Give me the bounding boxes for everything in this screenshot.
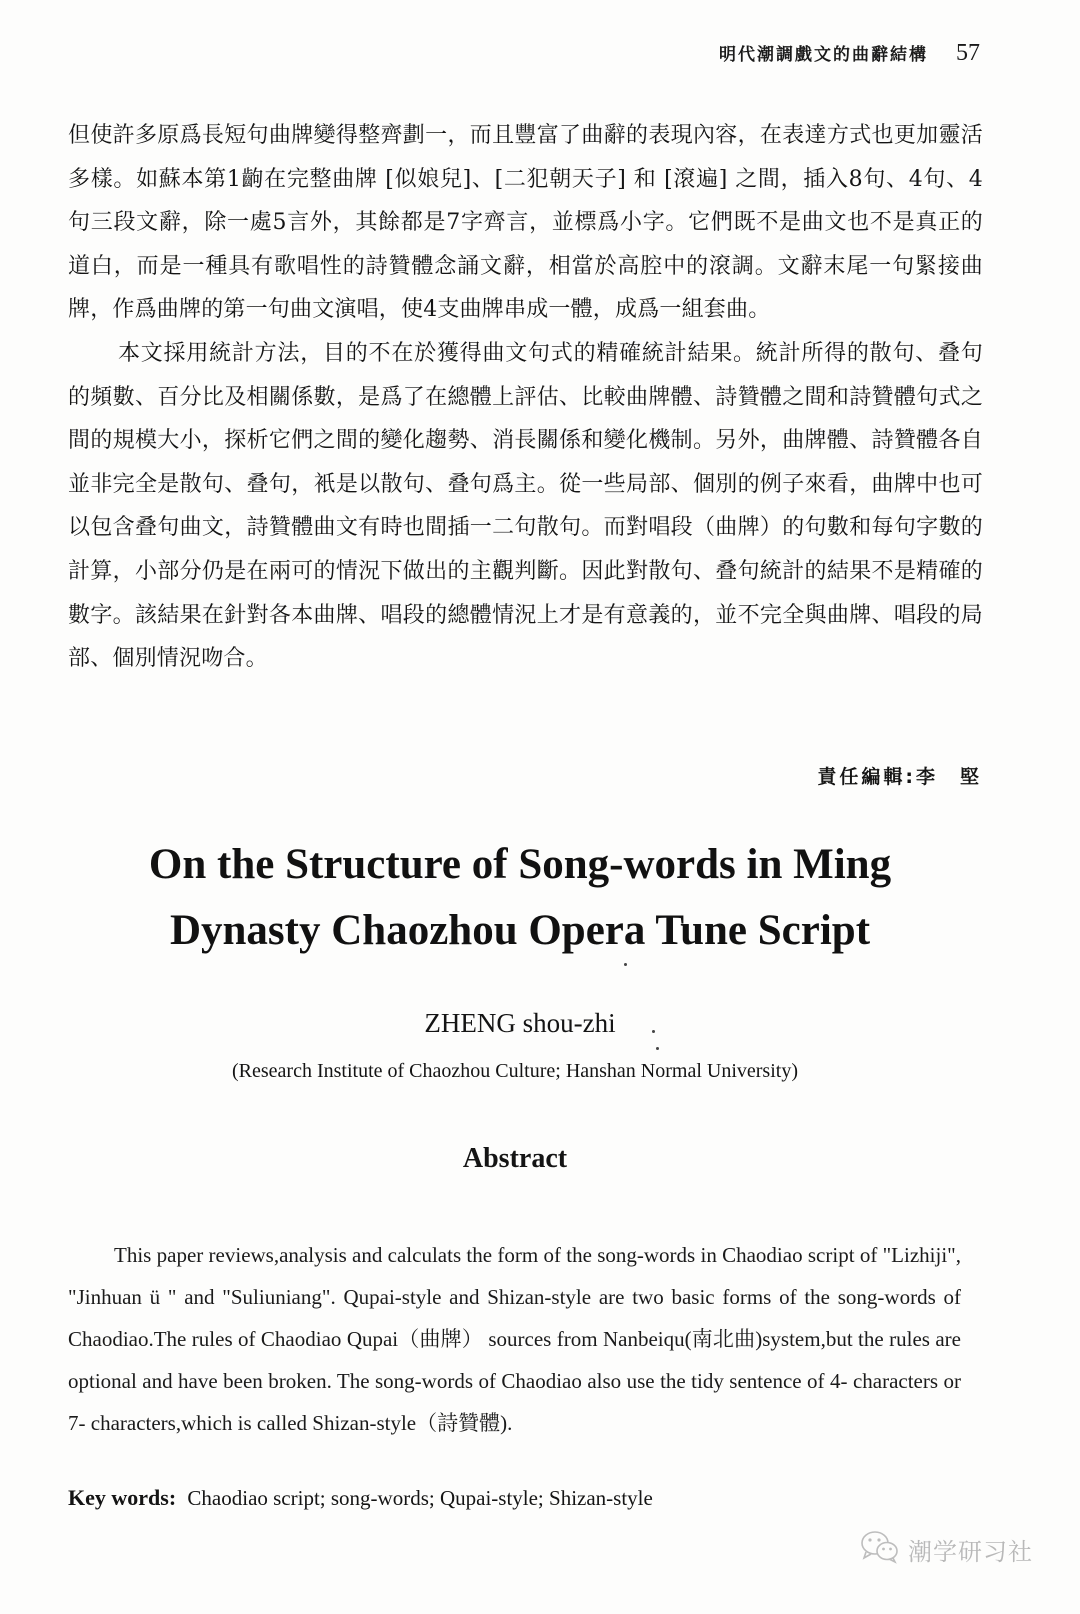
chinese-body-text bbox=[68, 114, 983, 681]
chinese-paragraph: 但使許多原爲長短句曲牌變得整齊劃一，而且豐富了曲辭的表現內容，在表達方式也更加靈活多樣。如蘇本第1齣在完整曲牌 [似娘兒]、[二犯朝天子] 和 [滾遍] 之間，插入8句、4句、4句三段文辭，除一處5言外，其餘都是7字齊言，並標爲小字。它們既不是曲文也不是真正的道白，而是一種具有歌唱性的詩贊體念誦文辭，相當於高腔中的滾調。文辭末尾一句緊接曲牌，作爲曲牌的第一句曲文演唱，使4支曲牌串成一體，成爲一組套曲。 bbox=[68, 123, 983, 323]
author-affiliation: (Research Institute of Chaozhou Culture; Hanshan Normal University) bbox=[232, 1060, 798, 1082]
abstract-paragraph: This paper reviews,analysis and calculats the form of the song-words in Chaodiao script of "Lizhiji", "Jinhuan ü " and "Suliuniang". Qupai-style and Shizan-style are two basic forms of the song-words of Chaodiao.The rules of Chaodiao Qupai（曲牌） sources from Nanbeiqu(南北曲)system,but the rules are optional and have been broken. The song-words of Chaodiao also use the tidy sentence of 4- characters or 7- characters,which is called Shizan-style（詩贊體). bbox=[68, 1243, 961, 1435]
running-head bbox=[719, 40, 980, 67]
editor-credit: 責任編輯:李 堅 bbox=[817, 766, 982, 788]
english-title-line: On the Structure of Song-words in Ming bbox=[148, 841, 892, 888]
keywords-line bbox=[68, 1485, 653, 1511]
scan-speck bbox=[652, 1030, 655, 1033]
abstract-heading: Abstract bbox=[462, 1143, 568, 1174]
page-number: 57 bbox=[956, 40, 980, 66]
english-title-line: Dynasty Chaozhou Opera Tune Script bbox=[169, 907, 871, 954]
scan-speck bbox=[624, 963, 627, 966]
watermark bbox=[860, 1530, 1033, 1568]
chinese-paragraph: 本文採用統計方法，目的不在於獲得曲文句式的精確統計結果。統計所得的散句、叠句的頻數、百分比及相關係數，是爲了在總體上評估、比較曲牌體、詩贊體之間和詩贊體句式之間的規模大小，探析它們之間的變化趨勢、消長關係和變化機制。另外，曲牌體、詩贊體各自並非完全是散句、叠句，衹是以散句、叠句爲主。從一些局部、個別的例子來看，曲牌中也可以包含叠句曲文，詩贊體曲文有時也間插一二句散句。而對唱段（曲牌）的句數和每句字數的計算，小部分仍是在兩可的情況下做出的主觀判斷。因此對散句、叠句統計的結果不是精確的數字。該結果在針對各本曲牌、唱段的總體情況上才是有意義的，並不完全與曲牌、唱段的局部、個別情況吻合。 bbox=[68, 340, 983, 672]
keywords-label: Key words: bbox=[68, 1485, 177, 1510]
english-title bbox=[0, 832, 1040, 964]
author-name: ZHENG shou-zhi bbox=[424, 1008, 616, 1038]
scan-speck bbox=[656, 1047, 659, 1050]
watermark-text: 潮学研习社 bbox=[908, 1537, 1033, 1566]
keywords-list: Chaodiao script; song-words; Qupai-style; Shizan-style bbox=[187, 1486, 653, 1510]
wechat-icon bbox=[860, 1530, 900, 1568]
running-head-title: 明代潮調戲文的曲辭結構 bbox=[719, 45, 928, 65]
abstract-body bbox=[68, 1234, 961, 1444]
